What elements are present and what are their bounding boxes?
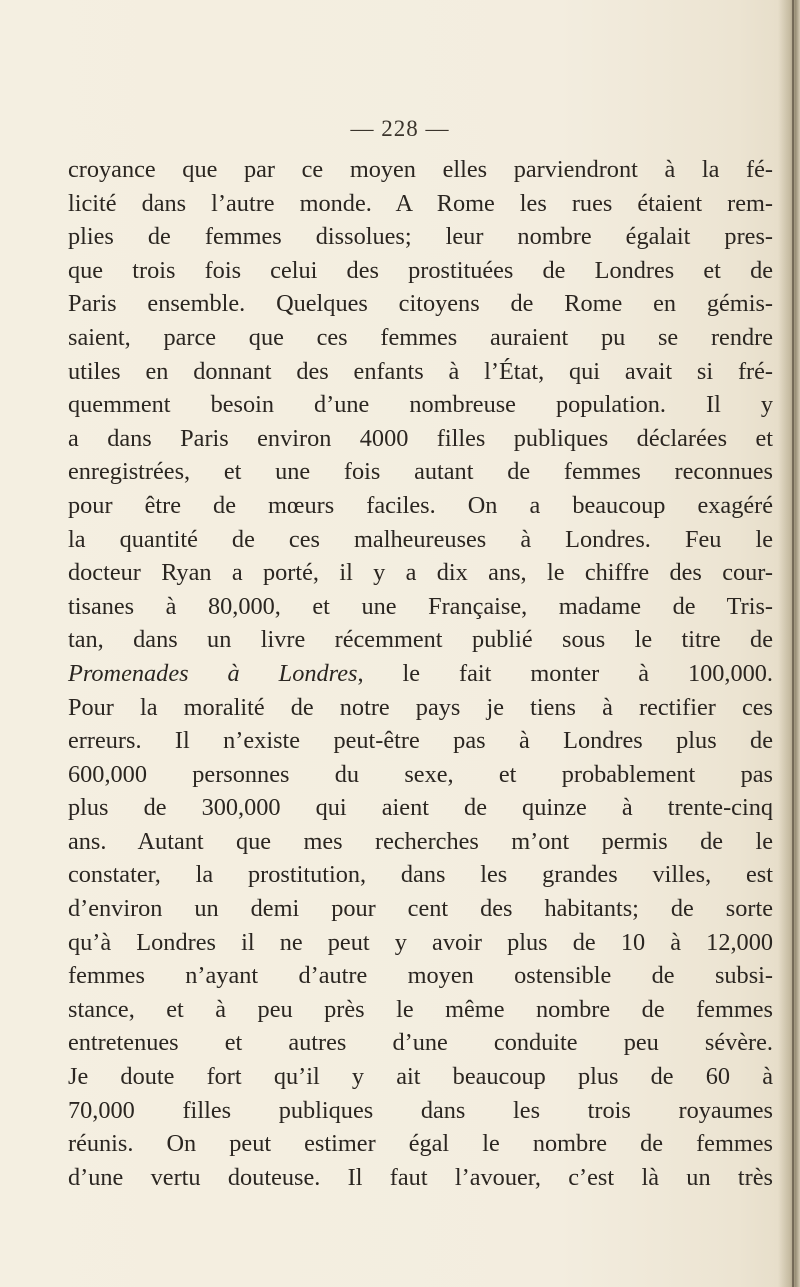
text-line: la quantité de ces malheureuses à Londres. Feu le <box>68 525 773 553</box>
page-number-header: — 228 — <box>350 116 450 141</box>
text-line: plus de 300,000 qui aient de quinze à trente-cinq <box>68 794 773 822</box>
body-paragraph <box>68 153 773 1194</box>
text-line: plies de femmes dissolues; leur nombre égalait pres- <box>68 223 773 251</box>
page-edge-shadow <box>778 0 800 1287</box>
title-comma: , <box>357 659 364 687</box>
text-line: docteur Ryan a porté, il y a dix ans, le chiffre des cour- <box>68 559 773 587</box>
italic-book-title: Promenades à Londres <box>68 659 358 687</box>
text-line: utiles en donnant des enfants à l’État, qui avait si fré- <box>68 357 773 385</box>
text-line: entretenues et autres d’une conduite peu sévère. <box>68 1029 773 1057</box>
text-line: que trois fois celui des prostituées de Londres et de <box>68 256 773 284</box>
page-edge-line <box>792 0 794 1287</box>
text-line: ans. Autant que mes recherches m’ont permis de le <box>68 827 773 855</box>
text-line: pour être de mœurs faciles. On a beaucoup exagéré <box>68 491 773 519</box>
text-line: croyance que par ce moyen elles parviendront à la fé- <box>68 156 773 183</box>
text-line: licité dans l’autre monde. A Rome les rues étaient rem- <box>68 189 773 217</box>
text-line: a dans Paris environ 4000 filles publiques déclarées et <box>68 424 773 452</box>
text-line-remainder: le fait monter à 100,000. <box>402 659 774 687</box>
text-line: quemment besoin d’une nombreuse population. Il y <box>68 391 773 419</box>
text-line: stance, et à peu près le même nombre de femmes <box>68 995 773 1023</box>
text-line: femmes n’ayant d’autre moyen ostensible de subsi- <box>68 962 773 990</box>
text-line: Pour la moralité de notre pays je tiens à rectifier ces <box>68 693 773 721</box>
text-line: qu’à Londres il ne peut y avoir plus de 10 à 12,000 <box>68 928 773 956</box>
text-line: d’environ un demi pour cent des habitants; de sorte <box>68 895 773 923</box>
text-line: 70,000 filles publiques dans les trois royaumes <box>68 1096 773 1124</box>
text-line: enregistrées, et une fois autant de femmes reconnues <box>68 458 773 486</box>
text-line: d’une vertu douteuse. Il faut l’avouer, c’est là un très <box>68 1163 773 1191</box>
text-line: saient, parce que ces femmes auraient pu se rendre <box>68 323 773 351</box>
text-line: tisanes à 80,000, et une Française, madame de Tris- <box>68 592 773 620</box>
text-line: constater, la prostitution, dans les grandes villes, est <box>68 861 773 889</box>
text-line: 600,000 personnes du sexe, et probablement pas <box>68 760 773 788</box>
text-line: Je doute fort qu’il y ait beaucoup plus de 60 à <box>68 1063 773 1091</box>
text-line: réunis. On peut estimer égal le nombre de femmes <box>68 1130 773 1158</box>
text-line-with-title <box>68 657 773 691</box>
text-line: erreurs. Il n’existe peut-être pas à Londres plus de <box>68 727 773 755</box>
text-line: Paris ensemble. Quelques citoyens de Rome en gémis- <box>68 290 773 318</box>
text-line: tan, dans un livre récemment publié sous le titre de <box>68 626 773 654</box>
